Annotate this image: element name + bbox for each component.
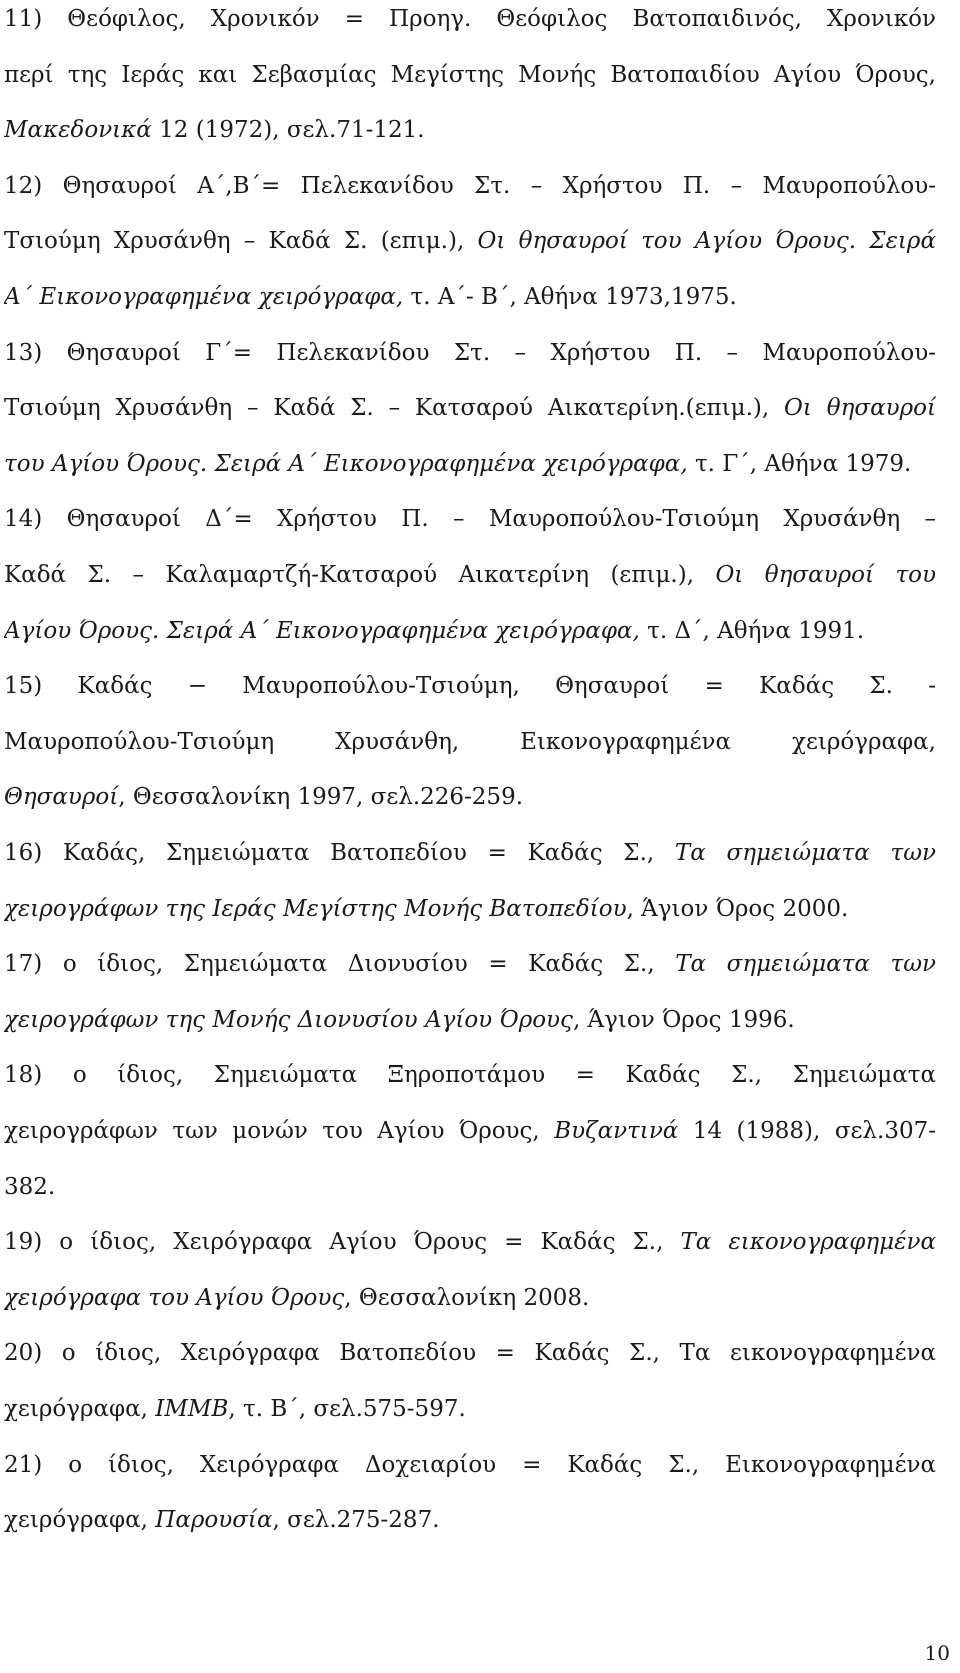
bibliography-entry-line [4, 1493, 936, 1547]
entry-text: 12 (1972), σελ.71-121. [151, 117, 425, 144]
bibliography-entry-19 [4, 1215, 936, 1269]
entry-text: 14) Θησαυροί Δ΄= Χρήστου Π. – Μαυροπούλου-Τσιούμη Χρυσάνθη – [4, 506, 936, 533]
bibliography-entry-line [4, 270, 936, 324]
entry-text: 21) ο ίδιος, Χειρόγραφα Δοχειαρίου = Καδάς Σ., Εικονογραφημένα [4, 1451, 936, 1478]
italic-title-text: χειρογράφων της Ιεράς Μεγίστης Μονής Βατοπεδίου [4, 895, 627, 922]
bibliography-entry-20 [4, 1326, 936, 1380]
entry-text: 19) ο ίδιος, Χειρόγραφα Αγίου Όρους = Καδάς Σ., [4, 1229, 681, 1256]
entry-text: τ. Α΄- Β΄, Αθήνα 1973,1975. [403, 284, 737, 310]
bibliography-entry-line [4, 103, 936, 157]
bibliography-entry-12 [4, 159, 936, 213]
bibliography-entry-line [4, 604, 936, 658]
entry-text: χειρογράφων των μονών του Αγίου Όρους, [4, 1118, 555, 1144]
entry-text: , Θεσσαλονίκη 1997, σελ.226-259. [118, 784, 524, 811]
italic-title-text: Μακεδονικά [4, 117, 152, 144]
italic-title-text: του Αγίου Όρους. Σειρά Α΄ Εικονογραφημένα χειρόγραφα, [4, 450, 688, 477]
bibliography-entry-line [4, 381, 936, 435]
bibliography-entry-line [4, 993, 936, 1047]
entry-text: , σελ.275-287. [272, 1507, 440, 1534]
entry-text: Τσιούμη Χρυσάνθη – Καδά Σ. (επιμ.), [4, 228, 478, 255]
entry-text: Καδά Σ. – Καλαμαρτζή-Κατσαρού Αικατερίνη (επιμ.), [4, 562, 716, 588]
italic-title-text: Βυζαντινά [554, 1118, 679, 1144]
bibliography-entry-line [4, 1271, 936, 1325]
bibliography-entry-15 [4, 659, 936, 713]
bibliography-entry-11 [4, 0, 936, 46]
entry-text: τ. Γ΄, Αθήνα 1979. [687, 450, 912, 477]
italic-title-text: Παρουσία [155, 1507, 273, 1534]
bibliography-entry-line [4, 214, 936, 268]
bibliography-entry-line [4, 1382, 936, 1436]
entry-text: , Άγιον Όρος 1996. [572, 1006, 795, 1033]
bibliography-entry-line [4, 548, 936, 602]
entry-text: 14 (1988), σελ.307- [678, 1118, 936, 1144]
entry-text: 18) ο ίδιος, Σημειώματα Ξηροποτάμου = Καδάς Σ., Σημειώματα [4, 1062, 936, 1089]
entry-text: 11) Θεόφιλος, Χρονικόν = Προηγ. Θεόφιλος Βατοπαιδινός, Χρονικόν [4, 6, 936, 32]
italic-title-text: Α΄ Εικονογραφημένα χειρόγραφα, [4, 284, 404, 310]
italic-title-text: Τα σημειώματα των [675, 951, 936, 978]
bibliography-entry-13 [4, 326, 936, 380]
bibliography-entry-18 [4, 1048, 936, 1102]
bibliography-entry-line [4, 48, 936, 102]
entry-text: Τσιούμη Χρυσάνθη – Καδά Σ. – Κατσαρού Αικατερίνη.(επιμ.), [4, 395, 785, 422]
italic-title-text: Οι θησαυροί του [715, 562, 936, 588]
bibliography-entry-line [4, 1104, 936, 1158]
bibliography-entry-14 [4, 492, 936, 546]
italic-title-text: χειρόγραφα του Αγίου Όρους [4, 1284, 345, 1311]
bibliography-entry-21 [4, 1438, 936, 1492]
italic-title-text: Θησαυροί [4, 784, 119, 811]
entry-text: χειρόγραφα, [4, 1396, 156, 1422]
entry-text: 15) Καδάς − Μαυροπούλου-Τσιούμη, Θησαυροί = Καδάς Σ. - [4, 673, 936, 700]
italic-title-text: Οι θησαυροί [784, 395, 936, 422]
entry-text: τ. Δ΄, Αθήνα 1991. [639, 617, 865, 644]
bibliography-entry-line [4, 882, 936, 936]
italic-title-text: Αγίου Όρους. Σειρά Α΄ Εικονογραφημένα χειρόγραφα, [4, 617, 640, 644]
entry-text: Μαυροπούλου-Τσιούμη Χρυσάνθη, Εικονογραφημένα χειρόγραφα, [4, 728, 936, 755]
italic-title-text: Οι θησαυροί του Αγίου Όρους. Σειρά [477, 228, 936, 255]
italic-title-text: ΙΜΜΒ [155, 1396, 229, 1422]
entry-text: χειρόγραφα, [4, 1507, 156, 1534]
italic-title-text: χειρογράφων της Μονής Διονυσίου Αγίου Όρους [4, 1006, 573, 1033]
bibliography-entry-line [4, 437, 936, 491]
entry-text: 12) Θησαυροί Α΄,Β΄= Πελεκανίδου Στ. – Χρήστου Π. – Μαυροπούλου- [4, 172, 936, 199]
entry-text: 17) ο ίδιος, Σημειώματα Διονυσίου = Καδάς Σ., [4, 951, 676, 978]
entry-text: περί της Ιεράς και Σεβασμίας Μεγίστης Μονής Βατοπαιδίου Αγίου Όρους, [4, 61, 936, 88]
bibliography-entry-line [4, 1160, 936, 1214]
italic-title-text: Τα σημειώματα των [674, 840, 936, 866]
bibliography-entry-16 [4, 826, 936, 880]
entry-text: , τ. Β΄, σελ.575-597. [228, 1396, 466, 1422]
bibliography-entry-line [4, 770, 936, 824]
entry-text: , Άγιον Όρος 2000. [626, 895, 849, 922]
entry-text: 13) Θησαυροί Γ΄= Πελεκανίδου Στ. – Χρήστου Π. – Μαυροπούλου- [4, 339, 936, 366]
italic-title-text: Τα εικονογραφημένα [680, 1229, 936, 1256]
entry-text: 382. [4, 1173, 56, 1200]
bibliography-entry-17 [4, 937, 936, 991]
page-number: 10 [924, 1641, 950, 1665]
entry-text: 20) ο ίδιος, Χειρόγραφα Βατοπεδίου = Καδάς Σ., Τα εικονογραφημένα [4, 1340, 936, 1367]
entry-text: , Θεσσαλονίκη 2008. [344, 1284, 590, 1311]
entry-text: 16) Καδάς, Σημειώματα Βατοπεδίου = Καδάς Σ., [4, 840, 675, 866]
bibliography-entry-line [4, 715, 936, 769]
